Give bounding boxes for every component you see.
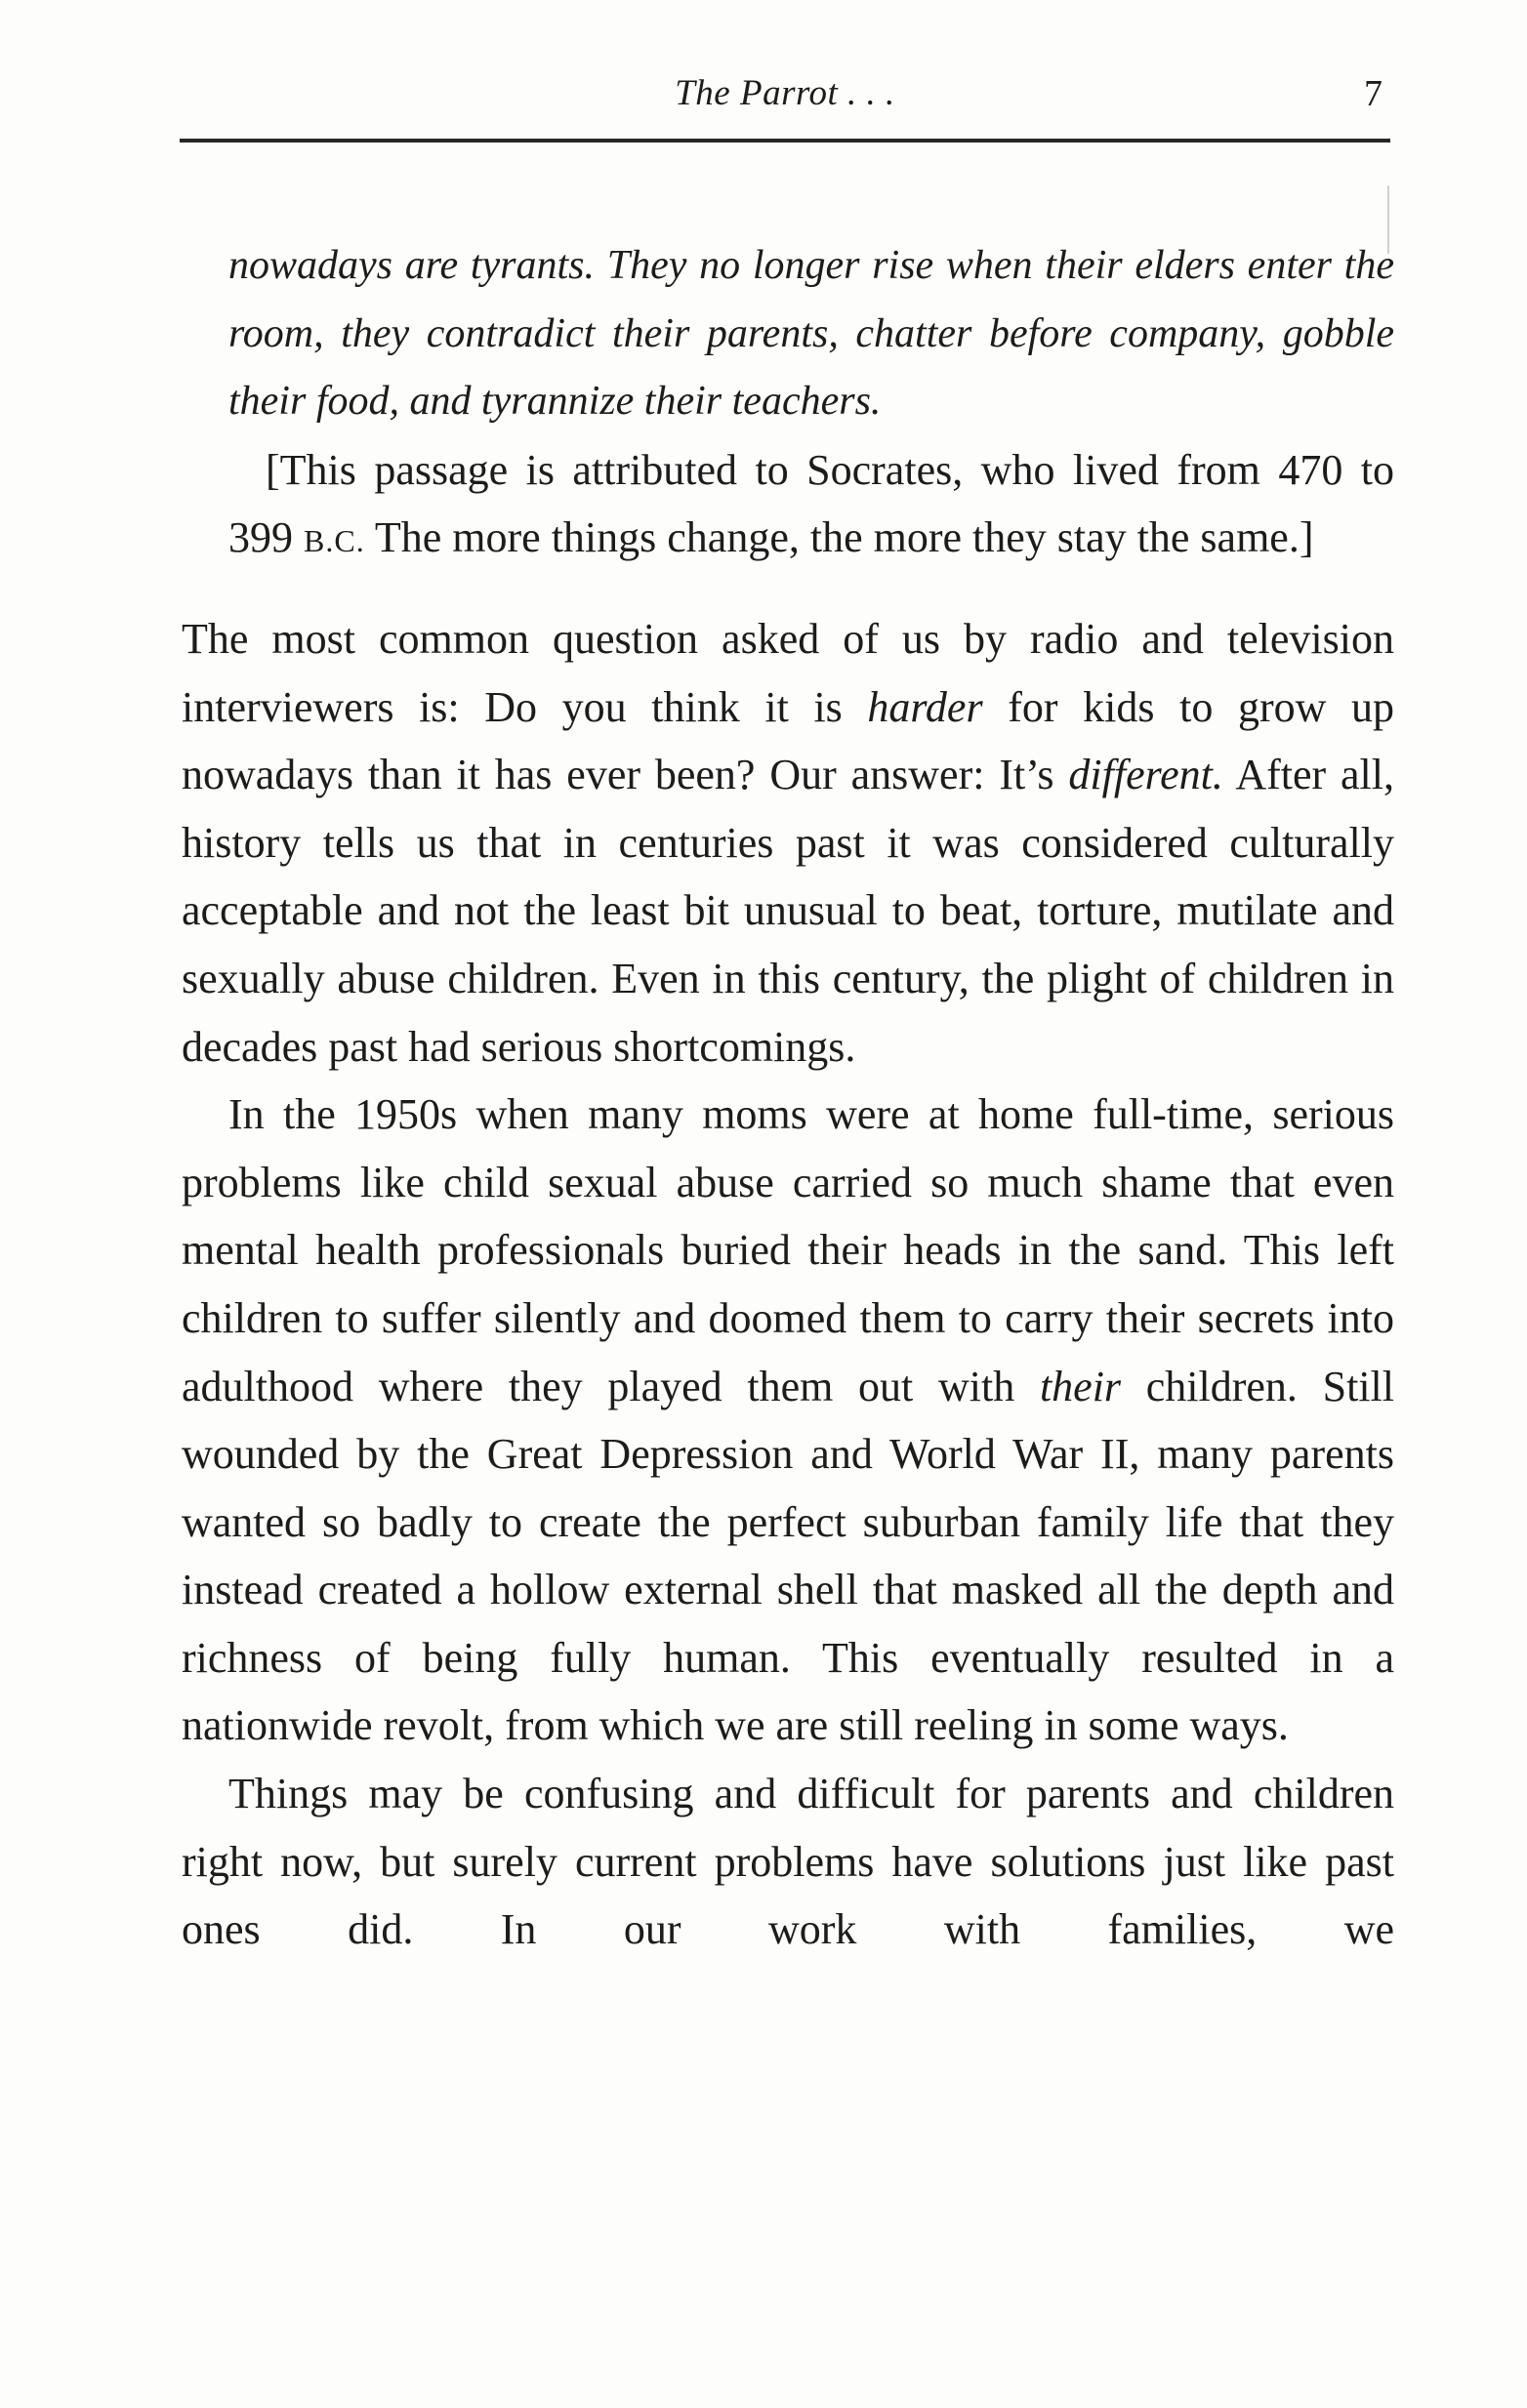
running-title: The Parrot . . . [675, 73, 895, 113]
quote-text-1: nowadays are tyrants. They no longer rise when their elders enter the room, they contradict their parents, chatter before company, gobble their [228, 243, 1394, 425]
paragraph-1-emphasis-different: different. [1068, 751, 1223, 799]
paragraph-3-text-a: Things may be confusing and difficult for parents and children right now, but surely current problems have solutions just like past ones did. In our work with families, we [182, 1770, 1394, 1954]
paragraph-1-text-c: After all, history tells us that in centuries past it was considered culturally acceptable and not the least bit unusual to beat, torture, mutilate and sexually abuse children. Even in this century, the plight of children in decades past had serious shortcomings. [182, 751, 1394, 1071]
paragraph-2-emphasis-their: their [1039, 1362, 1122, 1410]
note-text-2: The more things change, the more they stay the same.] [364, 513, 1314, 562]
quoted-passage [182, 232, 1394, 436]
note-text-1: [This passage is attributed to Socrates, who lived from 470 to 399 [228, 445, 1394, 562]
attribution-note [182, 436, 1394, 576]
section-gap [182, 576, 1394, 605]
quote-food-word: food, [315, 379, 399, 425]
paragraph-1 [182, 605, 1394, 1081]
note-era: B.C. [304, 523, 365, 559]
page-number: 7 [1364, 73, 1383, 114]
paragraph-1-emphasis-harder: harder [867, 682, 983, 731]
paragraph-2-text-b: children. Still wounded by the Great Depression and World War II, many parents wanted so badly to create the perfect suburban family life that they instead created a hollow external shell that masked all the depth and richness of being fully human. This eventually resulted in a nationwide revolt, from which we are still reeling in some ways. [182, 1362, 1395, 1750]
body-text [182, 232, 1394, 1964]
paragraph-2-text-a: In the 1950s when many moms were at home full-time, serious problems like child sexual abuse carried so much shame that even mental health professionals buried their heads in the sand. This left children to suffer silently and doomed them to carry their secrets into adulthood where they played them out with [182, 1090, 1394, 1410]
paragraph-2 [182, 1081, 1394, 1760]
quote-text-2: and tyrannize their teachers. [399, 379, 882, 425]
paragraph-3 [182, 1760, 1394, 1964]
paragraph-1-text-a: The most common question asked of us by radio and television interviewers is: Do you think it is [182, 614, 1394, 731]
running-head [180, 64, 1390, 133]
paragraph-1-text-b: for kids to grow up nowadays than it has ever been? Our answer: It’s [182, 682, 1394, 799]
header-rule [180, 139, 1390, 143]
